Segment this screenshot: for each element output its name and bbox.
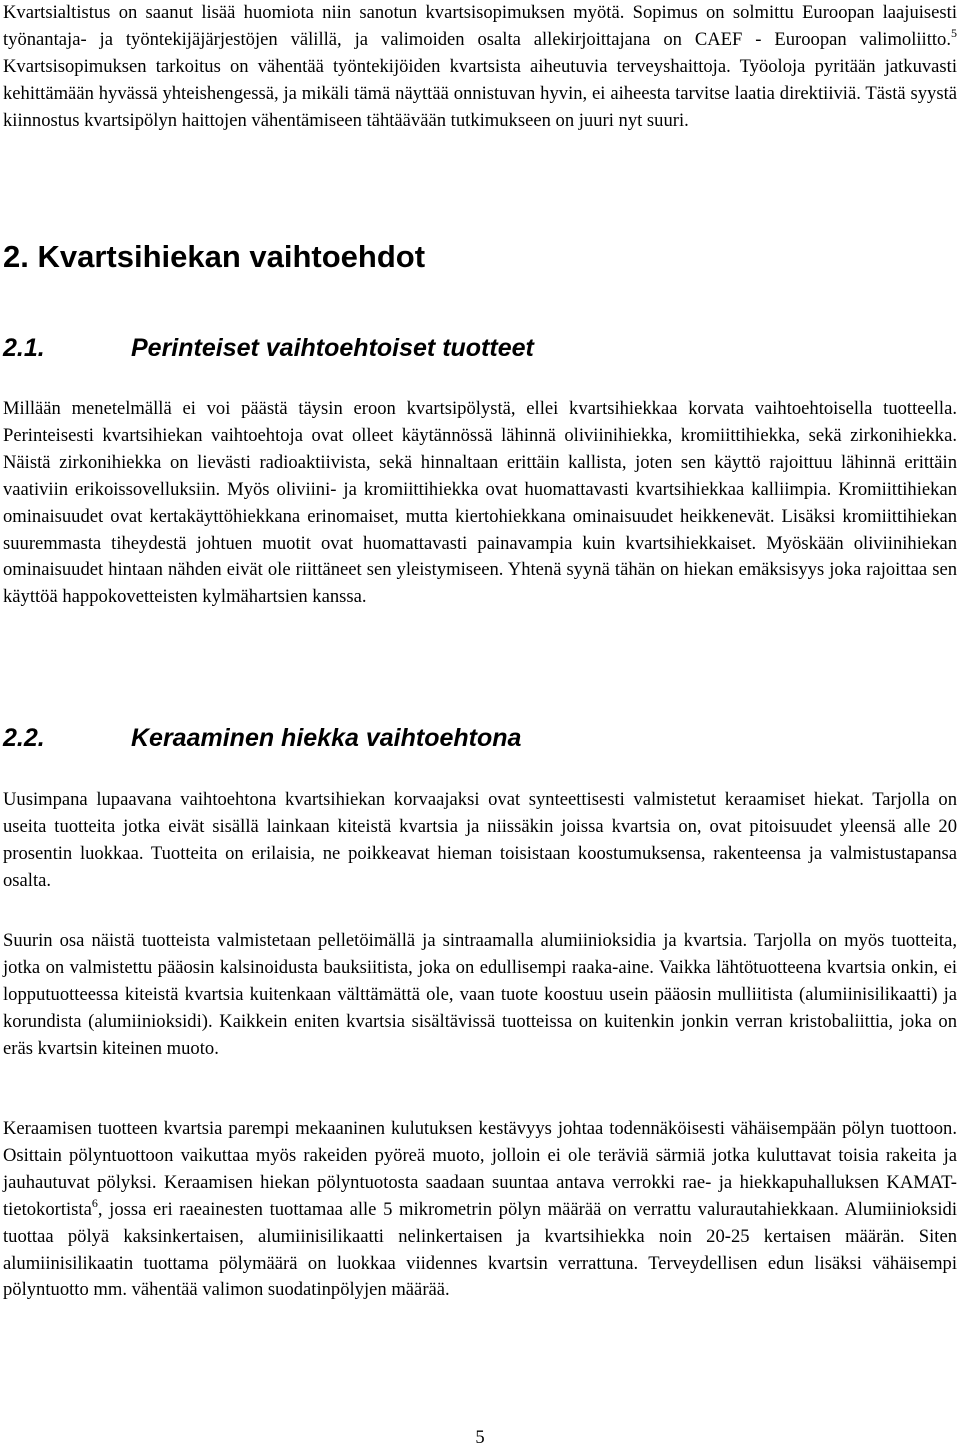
section-2-1-number: 2.1. [3, 334, 45, 362]
paragraph-3-part1: Keraamisen tuotteen kvartsia parempi mekaaninen kulutuksen kestävyys johtaa todennäköisesti vähäisempään pölyn tuottoon. Osittain pölyntuottoon vaikuttaa myös rakeiden pyöreä muoto, jolloin ei ole teräviä särmiä jotka kuluttavat toisia rakeita ja jauhautuvat pölyksi. Keraamisen hiekan pölyntuotosta saadaan suuntaa antava verrokki rae- ja hiekkapuhalluksen KAMAT-tietokortista [3, 1118, 957, 1220]
section-2-1-heading [3, 333, 534, 363]
intro-text-part1: Kvartsialtistus on saanut lisää huomiota niin sanotun kvartsisopimuksen myötä. Sopimus on solmittu Euroopan laajuisesti työnantaja- ja työntekijäjärjestöjen välillä, ja valimoiden osalta allekirjoittajana on CAEF - Euroopan valimoliitto. [3, 2, 957, 50]
section-2-2-paragraph-2: Suurin osa näistä tuotteista valmistetaan pelletöimällä ja sintraamalla alumiinioksidia ja kvartsia. Tarjolla on myös tuotteita, jotka on valmistettu pääosin kalsinoidusta bauksiitista, joka on edullisempi raaka-aine. Vaikka lähtötuotteena kvartsia onkin, ei lopputuotteessa kiteistä kvartsia kuitenkaan välttämättä ole, vaan tuote koostuu usein pääosin mulliitista (alumiinisilikaatti) ja korundista (alumiinioksidi). Kaikkein eniten kvartsia sisältävissä tuotteissa on kuitenkin jonkin verran kristobaliittia, joka on eräs kvartsin kiteinen muoto. [3, 930, 957, 1059]
section-2-2-title: Keraaminen hiekka vaihtoehtona [131, 724, 522, 752]
footnote-ref-6: 6 [91, 1195, 98, 1210]
section-2-2-heading [3, 723, 521, 753]
section-2-1-paragraph: Millään menetelmällä ei voi päästä täysin eroon kvartsipölystä, ellei kvartsihiekkaa korvata vaihtoehtoisella tuotteella. Perinteisesti kvartsihiekan vaihtoehtoja ovat olleet käytännössä lähinnä oliviinihiekka, kromiittihiekka, sekä zirkonihiekka. Näistä zirkonihiekka on lievästi radioaktiivista, sekä hinnaltaan erittäin kallista, joten sen käyttö rajoittuu lähinnä erittäin vaativiin erikoissovelluksiin. Myös oliviini- ja kromiittihiekka ovat huomattavasti kvartsihiekkaa kalliimpia. Kromiittihiekan ominaisuudet ovat kertakäyttöhiekkana erinomaiset, mutta kiertohiekkana ominaisuudet heikkenevät. Lisäksi kromiittihiekan suuremmasta tiheydestä johtuen muotit ovat huomattavasti painavampia kuin kvartsihiekkaiset. Myöskään oliviinihiekan ominaisuudet hintaan nähden eivät ole riittäneet sen yleistymiseen. Yhtenä syynä tähän on hiekan emäksisyys joka rajoittaa sen käyttöä happokovetteisten kylmähartsien kanssa. [3, 398, 957, 608]
section-2-2-paragraph-1: Uusimpana lupaavana vaihtoehtona kvartsihiekan korvaajaksi ovat synteettisesti valmistetut keraamiset hiekat. Tarjolla on useita tuotteita jotka eivät sisällä lainkaan kiteistä kvartsia ja niissäkin joissa kvartsia on, ovat pitoisuudet yleensä alle 20 prosentin luokkaa. Tuotteita on erilaisia, ne poikkeavat hieman toisistaan koostumuksensa, rakenteensa ja valmistustapansa osalta. [3, 789, 957, 891]
page-number: 5 [475, 1427, 485, 1448]
footnote-ref-5: 5 [951, 25, 957, 40]
section-2-1-title: Perinteiset vaihtoehtoiset tuotteet [131, 334, 534, 362]
section-2-2-paragraph-3 [3, 1116, 957, 1304]
section-2-2-number: 2.2. [3, 724, 45, 752]
paragraph-3-part2: , jossa eri raeainesten tuottamaa alle 5 mikrometrin pölyn määrää on verrattu valurautahiekkaan. Alumiinioksidi tuottaa pölyä kaksinkertaisen, alumiinisilikaatti nelinkertaisen ja kvartsihiekka noin 20-25 kertaisen määrän. Siten alumiinisilikaatin tuottama pölymäärä on luokkaa viidennes kvartsin verrattuna. Terveydellisen edun lisäksi vähäisempi pölyntuotto mm. vähentää valimon suodatinpölyjen määrää. [3, 1198, 957, 1301]
intro-paragraph [3, 0, 957, 135]
section-2-heading: 2. Kvartsihiekan vaihtoehdot [3, 239, 426, 274]
intro-text-part2: Kvartsisopimuksen tarkoitus on vähentää työntekijöiden kvartsista aiheutuvia terveyshaittoja. Työoloja pyritään jatkuvasti kehittämään hyvässä yhteishengessä, ja mikäli tämä näyttää onnistuvan hyvin, ei aiheesta tarvitse laatia direktiiviä. Tästä syystä kiinnostus kvartsipölyn haittojen vähentämiseen tähtäävään tutkimukseen on juuri nyt suuri. [3, 55, 957, 131]
